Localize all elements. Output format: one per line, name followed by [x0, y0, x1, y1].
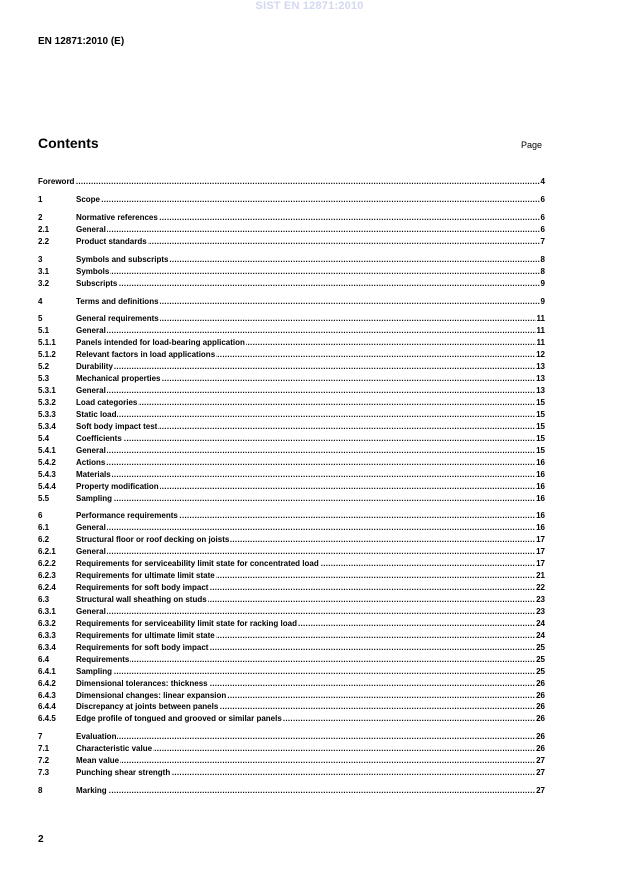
toc-entry-leader [76, 731, 545, 743]
toc-entry-title: Foreword [38, 177, 75, 186]
toc-entry[interactable] [38, 743, 545, 755]
toc-entry-leader [76, 373, 545, 385]
toc-entry[interactable] [38, 785, 545, 797]
toc-entry-leader [76, 361, 545, 373]
toc-entry[interactable] [38, 618, 545, 630]
toc-entry-number: 5.4.4 [38, 481, 74, 493]
toc-entry-page: 17 [536, 547, 545, 557]
toc-entry-leader [76, 194, 545, 206]
toc-entry-leader [76, 493, 545, 505]
toc-entry[interactable] [38, 278, 545, 290]
toc-entry-number: 6.2.3 [38, 570, 74, 582]
toc-entry[interactable] [38, 666, 545, 678]
toc-entry-page: 12 [536, 350, 545, 360]
toc-entry-number: 1 [38, 194, 74, 206]
toc-entry-leader [76, 690, 545, 702]
watermark: SIST EN 12871:2010 [255, 0, 364, 12]
toc-entry-leader [76, 522, 545, 534]
toc-entry-page: 15 [536, 421, 545, 431]
toc-entry[interactable] [38, 349, 545, 361]
toc-entry-title: Panels intended for load-bearing application [76, 338, 245, 348]
toc-entry-title: Marking [76, 786, 107, 796]
toc-entry-number: 6.2 [38, 534, 74, 546]
toc-entry-number: 6 [38, 510, 74, 522]
toc-entry-number: 6.4.1 [38, 666, 74, 678]
toc-entry[interactable] [38, 606, 545, 618]
toc-entry-title: Dimensional changes: linear expansion [76, 690, 227, 700]
toc-entry-title: Property modification [76, 481, 159, 491]
toc-entry-title: Structural wall sheathing on studs [76, 595, 207, 604]
toc-entry-page: 27 [536, 756, 545, 766]
toc-entry[interactable] [38, 469, 545, 481]
toc-entry[interactable] [38, 713, 545, 725]
toc-entry-title: Normative references [76, 212, 158, 222]
toc-entry[interactable] [38, 510, 545, 522]
standard-id: EN 12871:2010 (E) [38, 36, 125, 47]
toc-entry-number: 5.3.3 [38, 409, 74, 421]
toc-entry[interactable] [38, 654, 545, 666]
toc-entry-number: 7 [38, 731, 74, 743]
toc-entry[interactable] [38, 373, 545, 385]
toc-entry-page: 27 [536, 786, 545, 796]
toc-entry-title: Durability [76, 362, 113, 372]
toc-entry-page: 24 [536, 630, 545, 640]
toc-entry-number: 5.4.1 [38, 445, 74, 457]
toc-entry-leader [76, 337, 545, 349]
toc-entry-number: 6.3 [38, 594, 74, 606]
toc-entry-number: 6.4.5 [38, 713, 74, 725]
toc-entry-number: 2.1 [38, 224, 74, 236]
toc-entry-title: General [76, 386, 106, 396]
toc-entry-leader [76, 618, 545, 630]
toc-entry-title: Punching shear strength [76, 768, 171, 778]
toc-entry-leader [76, 654, 545, 666]
toc-entry[interactable] [38, 325, 545, 337]
toc-entry-leader [76, 481, 545, 493]
toc-entry[interactable] [38, 296, 545, 308]
toc-entry-leader [76, 594, 545, 606]
contents-title: Contents [38, 135, 99, 151]
toc-entry-title: Discrepancy at joints between panels [76, 702, 219, 712]
toc-entry[interactable] [38, 176, 545, 188]
toc-entry[interactable] [38, 582, 545, 594]
toc-entry-number: 5.1.2 [38, 349, 74, 361]
toc-entry-page: 22 [536, 583, 545, 593]
toc-entry-page: 16 [536, 493, 545, 503]
toc-entry-leader [76, 236, 545, 248]
toc-entry[interactable] [38, 445, 545, 457]
toc-entry-leader [76, 296, 545, 308]
toc-entry[interactable] [38, 361, 545, 373]
toc-entry-page: 23 [536, 606, 545, 616]
toc-entry[interactable] [38, 767, 545, 779]
toc-entry-number: 3.1 [38, 266, 74, 278]
toc-entry-title: Symbols and subscripts [76, 254, 169, 264]
toc-entry[interactable] [38, 194, 545, 206]
toc-entry-title: Requirements for ultimate limit state [76, 630, 215, 640]
toc-entry-number: 2 [38, 212, 74, 224]
toc-entry-leader [76, 767, 545, 779]
toc-entry-title: General [76, 326, 106, 336]
toc-entry-page: 9 [540, 296, 545, 306]
toc-entry-leader [76, 469, 545, 481]
toc-entry-title: Load categories [76, 398, 138, 407]
toc-entry-page: 26 [536, 690, 545, 700]
toc-entry-title: Edge profile of tongued and grooved or similar panels [76, 714, 282, 724]
toc-entry-title: Product standards [76, 236, 147, 246]
toc-entry-page: 6 [540, 224, 545, 234]
toc-entry-page: 16 [536, 469, 545, 479]
toc-entry-number: 5.4.3 [38, 469, 74, 481]
toc-entry-number: 8 [38, 785, 74, 797]
toc-entry[interactable] [38, 755, 545, 767]
toc-entry-page: 27 [536, 768, 545, 778]
toc-entry-number: 6.3.4 [38, 642, 74, 654]
toc-entry-title: Mean value [76, 756, 120, 766]
toc-entry[interactable] [38, 522, 545, 534]
toc-entry-leader [76, 558, 545, 570]
toc-entry-number: 6.3.1 [38, 606, 74, 618]
toc-entry-leader [76, 743, 545, 755]
toc-entry-page: 13 [536, 362, 545, 372]
toc-entry-page: 11 [536, 338, 545, 348]
toc-entry-leader [76, 421, 545, 433]
toc-entry-page: 17 [536, 559, 545, 569]
toc-entry-number: 6.4.3 [38, 690, 74, 702]
table-of-contents [38, 176, 545, 797]
toc-entry-title: Coefficients [76, 433, 122, 443]
toc-entry-number: 6.2.4 [38, 582, 74, 594]
toc-entry-leader [76, 642, 545, 654]
toc-entry[interactable] [38, 546, 545, 558]
toc-entry-page: 13 [536, 386, 545, 396]
toc-entry-page: 21 [536, 571, 545, 581]
toc-entry[interactable] [38, 224, 545, 236]
toc-entry[interactable] [38, 731, 545, 743]
toc-entry-number: 5.4.2 [38, 457, 74, 469]
toc-entry-leader [76, 313, 545, 325]
toc-entry-leader [76, 349, 545, 361]
toc-entry-title: Relevant factors in load applications [76, 350, 216, 360]
toc-entry-leader [76, 606, 545, 618]
toc-entry-page: 24 [536, 618, 545, 628]
toc-entry-number: 6.3.2 [38, 618, 74, 630]
toc-entry-number: 5.1.1 [38, 337, 74, 349]
toc-entry-title: Soft body impact test [76, 421, 158, 431]
toc-entry-page: 11 [536, 314, 545, 324]
toc-entry-title: General [76, 445, 106, 455]
toc-entry[interactable] [38, 236, 545, 248]
toc-entry[interactable] [38, 409, 545, 421]
toc-entry-title: Requirements for soft body impact [76, 642, 209, 652]
toc-entry-page: 4 [540, 177, 545, 186]
toc-entry-leader [76, 266, 545, 278]
toc-entry-page: 15 [536, 433, 545, 443]
toc-entry-number: 7.3 [38, 767, 74, 779]
toc-entry[interactable] [38, 266, 545, 278]
toc-entry-page: 6 [540, 212, 545, 222]
toc-entry-page: 15 [536, 398, 545, 407]
toc-entry-leader [38, 176, 545, 188]
toc-entry-number: 2.2 [38, 236, 74, 248]
toc-entry[interactable] [38, 481, 545, 493]
toc-entry[interactable] [38, 493, 545, 505]
toc-entry-number: 3 [38, 254, 74, 266]
toc-entry[interactable] [38, 313, 545, 325]
toc-entry[interactable] [38, 433, 545, 445]
toc-entry-page: 11 [536, 326, 545, 336]
toc-entry-title: Scope [76, 194, 101, 204]
toc-entry-number: 6.2.1 [38, 546, 74, 558]
toc-entry-title: General [76, 606, 106, 616]
toc-entry-page: 25 [536, 642, 545, 652]
toc-entry-title: Evaluation [76, 732, 117, 742]
toc-entry-page: 17 [536, 535, 545, 545]
toc-entry-leader [76, 325, 545, 337]
toc-entry-page: 26 [536, 702, 545, 712]
toc-entry-number: 7.1 [38, 743, 74, 755]
toc-entry-number: 5.3 [38, 373, 74, 385]
toc-entry-page: 16 [536, 481, 545, 491]
toc-entry-page: 25 [536, 666, 545, 676]
toc-entry-number: 5.3.1 [38, 385, 74, 397]
toc-entry[interactable] [38, 254, 545, 266]
toc-entry-page: 26 [536, 744, 545, 754]
toc-entry-leader [76, 254, 545, 266]
toc-entry-leader [76, 433, 545, 445]
toc-entry-number: 7.2 [38, 755, 74, 767]
toc-entry-title: Requirements for soft body impact [76, 583, 209, 593]
page-column-label: Page [521, 140, 543, 150]
toc-entry-page: 26 [536, 732, 545, 742]
toc-entry-number: 6.4.4 [38, 701, 74, 713]
toc-entry-page: 9 [540, 278, 545, 288]
toc-entry-number: 6.4 [38, 654, 74, 666]
toc-entry-title: Requirements for ultimate limit state [76, 571, 215, 581]
toc-entry-page: 8 [540, 266, 545, 276]
toc-entry-number: 5.2 [38, 361, 74, 373]
toc-entry-leader [76, 212, 545, 224]
toc-entry-leader [76, 278, 545, 290]
toc-entry-page: 23 [536, 595, 545, 604]
toc-entry-leader [76, 582, 545, 594]
toc-entry[interactable] [38, 642, 545, 654]
toc-entry-title: Materials [76, 469, 111, 479]
toc-entry-leader [76, 785, 545, 797]
toc-entry-number: 5.3.4 [38, 421, 74, 433]
toc-entry-leader [76, 713, 545, 725]
toc-entry[interactable] [38, 630, 545, 642]
toc-entry-title: General [76, 547, 106, 557]
toc-entry[interactable] [38, 701, 545, 713]
toc-entry[interactable] [38, 212, 545, 224]
toc-entry[interactable] [38, 457, 545, 469]
toc-entry-leader [76, 397, 545, 409]
toc-entry-number: 3.2 [38, 278, 74, 290]
toc-entry-title: Subscripts [76, 278, 118, 288]
toc-entry-leader [76, 385, 545, 397]
toc-entry-leader [76, 445, 545, 457]
toc-entry-title: Requirements [76, 654, 130, 664]
toc-entry[interactable] [38, 690, 545, 702]
toc-entry-number: 6.2.2 [38, 558, 74, 570]
toc-entry-page: 16 [536, 511, 545, 521]
toc-entry-leader [76, 570, 545, 582]
toc-entry-leader [76, 534, 545, 546]
toc-entry-title: General requirements [76, 314, 159, 324]
toc-entry-leader [76, 755, 545, 767]
toc-entry[interactable] [38, 397, 545, 409]
toc-entry-number: 6.3.3 [38, 630, 74, 642]
toc-entry-title: Actions [76, 457, 106, 467]
toc-entry-page: 25 [536, 654, 545, 664]
toc-entry-title: Sampling [76, 493, 113, 503]
toc-entry-leader [76, 457, 545, 469]
toc-entry-leader [76, 678, 545, 690]
toc-entry[interactable] [38, 385, 545, 397]
toc-entry-number: 5 [38, 313, 74, 325]
toc-entry[interactable] [38, 570, 545, 582]
toc-entry[interactable] [38, 421, 545, 433]
toc-entry-number: 4 [38, 296, 74, 308]
toc-entry-leader [76, 630, 545, 642]
toc-entry-page: 15 [536, 409, 545, 419]
toc-entry[interactable] [38, 534, 545, 546]
toc-entry-leader [76, 666, 545, 678]
toc-entry-title: Characteristic value [76, 744, 153, 754]
toc-entry-leader [76, 409, 545, 421]
toc-entry-number: 5.5 [38, 493, 74, 505]
toc-entry-title: Mechanical properties [76, 374, 161, 384]
toc-entry[interactable] [38, 594, 545, 606]
toc-entry[interactable] [38, 337, 545, 349]
toc-entry[interactable] [38, 678, 545, 690]
toc-entry-title: Terms and definitions [76, 296, 159, 306]
toc-entry-title: Dimensional tolerances: thickness [76, 678, 208, 688]
toc-entry-number: 5.4 [38, 433, 74, 445]
toc-entry-page: 8 [540, 254, 545, 264]
toc-entry-page: 13 [536, 374, 545, 384]
toc-entry-title: Requirements for serviceability limit state for racking load [76, 618, 297, 628]
toc-entry-title: Performance requirements [76, 511, 178, 521]
toc-entry-page: 7 [540, 236, 545, 246]
toc-entry[interactable] [38, 558, 545, 570]
toc-entry-title: Structural floor or roof decking on joists [76, 535, 230, 545]
page-number: 2 [38, 834, 44, 845]
toc-entry-number: 5.3.2 [38, 397, 74, 409]
toc-entry-number: 6.4.2 [38, 678, 74, 690]
toc-entry-page: 26 [536, 714, 545, 724]
toc-entry-leader [76, 701, 545, 713]
toc-entry-leader [76, 224, 545, 236]
toc-entry-title: General [76, 523, 106, 533]
toc-entry-page: 6 [540, 194, 545, 204]
toc-entry-number: 5.1 [38, 325, 74, 337]
toc-entry-title: Symbols [76, 266, 110, 276]
toc-entry-title: Sampling [76, 666, 113, 676]
toc-entry-title: Requirements for serviceability limit state for concentrated load [76, 559, 319, 569]
toc-entry-title: Static load [76, 409, 117, 419]
toc-entry-title: General [76, 224, 106, 234]
toc-entry-leader [76, 510, 545, 522]
toc-entry-page: 26 [536, 678, 545, 688]
toc-entry-number: 6.1 [38, 522, 74, 534]
toc-entry-page: 16 [536, 457, 545, 467]
toc-entry-leader [76, 546, 545, 558]
toc-entry-page: 15 [536, 445, 545, 455]
toc-entry-page: 16 [536, 523, 545, 533]
